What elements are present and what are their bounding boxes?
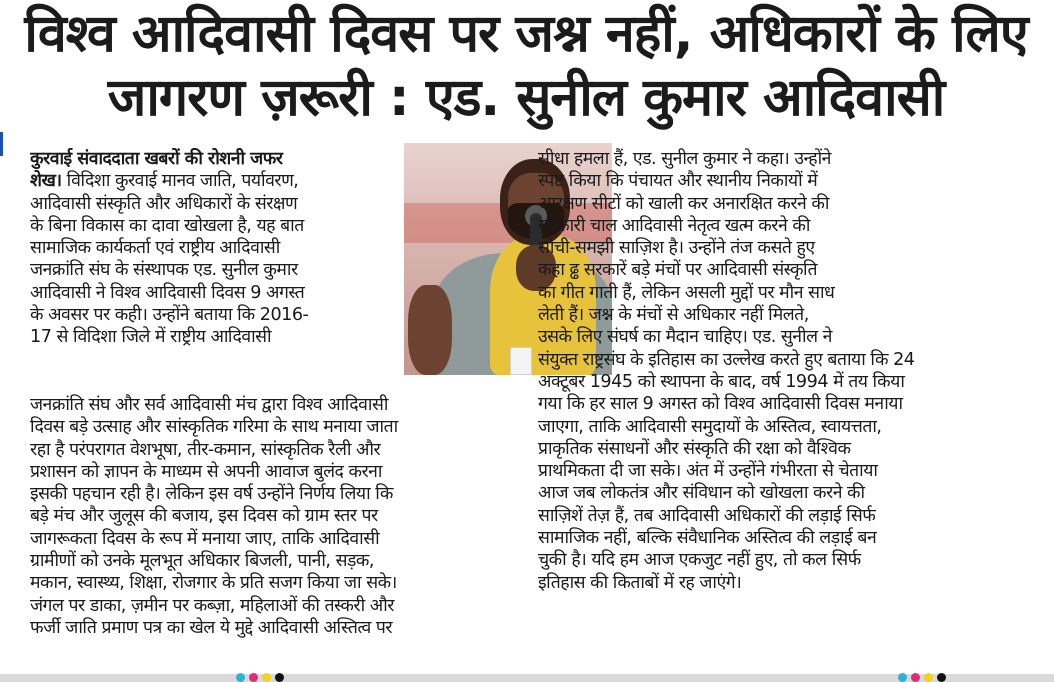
headline-line-2: जागरण ज़रूरी : एड. सुनील कुमार आदिवासी — [107, 68, 945, 128]
article-line: सरकारी चाल आदिवासी नेतृत्व खत्म करने की — [538, 215, 810, 236]
article-line: जागरूकता दिवस के रूप में मनाया जाए, ताकि आदिवासी — [30, 528, 380, 549]
column-accent-rule — [0, 132, 3, 156]
article-line: प्राकृतिक संसाधनों और संस्कृति की रक्षा को वैश्विक — [538, 438, 851, 459]
headline-line-1: विश्व आदिवासी दिवस पर जश्न नहीं, अधिकारों के लिए — [24, 4, 1028, 64]
article-line: स्पष्ट किया कि पंचायत और स्थानीय निकायों में — [538, 171, 818, 192]
article-line: रहा है परंपरागत वेशभूषा, तीर-कमान, सांस्कृतिक रैली और — [30, 439, 381, 460]
article-line: दिवस बड़े उत्साह और सांस्कृतिक गरिमा के साथ मनाया जाता — [30, 417, 398, 438]
article-line: के बिना विकास का दावा खोखला है, यह बात — [30, 215, 304, 236]
article-line: 17 से विदिशा जिले में राष्ट्रीय आदिवासी — [30, 327, 272, 348]
article-line: चुकी है। यदि हम आज एकजुट नहीं हुए, तो कल सिर्फ — [538, 550, 861, 571]
article-line: साज़िशें तेज़ हैं, तब आदिवासी अधिकारों की लड़ाई सिर्फ — [538, 505, 876, 526]
article-line: प्राथमिकता दी जा सके। अंत में उन्होंने गंभीरता से चेताया — [538, 461, 878, 482]
article-line: आदिवासी संस्कृति और अधिकारों के संरक्षण — [30, 193, 298, 214]
byline-line: कुरवाई संवाददाता खबरों की रोशनी जफर — [30, 149, 283, 169]
article-line: इसकी पहचान रही है। लेकिन इस वर्ष उन्होंने निर्णय लिया कि — [30, 484, 393, 505]
article-line: जनक्रांति संघ के संस्थापक एड. सुनील कुमार — [30, 260, 298, 281]
article-line: सामाजिक कार्यकर्ता एवं राष्ट्रीय आदिवासी — [30, 238, 280, 259]
article-line: कहा ढ्ढ सरकारें बड़े मंचों पर आदिवासी संस्कृति — [538, 260, 818, 281]
article-line: का गीत गाती हैं, लेकिन असली मुद्दों पर मौन साध — [538, 282, 835, 303]
article-line: सामाजिक नहीं, बल्कि संवैधानिक अस्तित्व की लड़ाई बन — [538, 528, 877, 549]
article-line: गया कि हर साल 9 अगस्त को विश्व आदिवासी दिवस मनाया — [538, 394, 903, 415]
id-badge — [510, 347, 532, 375]
article-line: संयुक्त राष्ट्रसंघ के इतिहास का उल्लेख करते हुए बताया कि 24 — [538, 349, 915, 370]
article-line-text: विदिशा कुरवाई मानव जाति, पर्यावरण, — [66, 171, 299, 192]
article-line: अक्टूबर 1945 को स्थापना के बाद, वर्ष 1994 में तय किया — [538, 371, 905, 392]
article-column-left-bottom — [30, 394, 526, 639]
article-line: ग्रामीणों को उनके मूलभूत अधिकार बिजली, पानी, सड़क, — [30, 551, 375, 572]
article-line: जाएगा, ताकि आदिवासी समुदायों के अस्तित्व, स्वायत्तता, — [538, 416, 882, 437]
article-line: इतिहास की किताबों में रह जाएंगे। — [538, 572, 742, 593]
registration-marks-right — [898, 673, 950, 682]
registration-dot-icon — [937, 673, 946, 682]
registration-dot-icon — [911, 673, 920, 682]
article-line: उसके लिए संघर्ष का मैदान चाहिए। एड. सुनील ने — [538, 327, 832, 348]
photo-arm — [408, 285, 452, 375]
article-line: सोची-समझी साज़िश है। उन्होंने तंज कसते हुए — [538, 238, 815, 259]
byline-suffix: शेख। — [30, 171, 62, 192]
registration-dot-icon — [898, 673, 907, 682]
registration-marks-left — [236, 673, 288, 682]
article-line: लेती हैं। जश्न के मंचों से अधिकार नहीं मिलते, — [538, 305, 809, 326]
article-line: के अवसर पर कही। उन्होंने बताया कि 2016- — [30, 305, 309, 326]
article-line: प्रशासन को ज्ञापन के माध्यम से अपनी आवाज बुलंद करना — [30, 461, 382, 482]
article-line: आदिवासी ने विश्व आदिवासी दिवस 9 अगस्त — [30, 282, 305, 303]
page-bottom-strip — [0, 674, 1054, 682]
article-line: आज जब लोकतंत्र और संविधान को खोखला करने की — [538, 483, 865, 504]
registration-dot-icon — [249, 673, 258, 682]
article-line: मकान, स्वास्थ्य, शिक्षा, रोजगार के प्रति सजग किया जा सके। — [30, 573, 397, 594]
headline — [8, 2, 1044, 130]
article-line — [30, 170, 402, 192]
registration-dot-icon — [262, 673, 271, 682]
article-line: फर्जी जाति प्रमाण पत्र का खेल ये मुद्दे आदिवासी अस्तित्व पर — [30, 617, 393, 638]
article-line: जंगल पर डाका, ज़मीन पर कब्ज़ा, महिलाओं की तस्करी और — [30, 595, 394, 616]
registration-dot-icon — [275, 673, 284, 682]
article-line: जनक्रांति संघ और सर्व आदिवासी मंच द्वारा विश्व आदिवासी — [30, 395, 388, 415]
article-column-left-top — [30, 148, 402, 349]
article-column-right — [538, 148, 1024, 594]
registration-dot-icon — [236, 673, 245, 682]
article-line: बड़े मंच और जुलूस की बजाय, इस दिवस को ग्राम स्तर पर — [30, 506, 378, 527]
registration-dot-icon — [924, 673, 933, 682]
article-line: आरक्षण सीटों को खाली कर अनारक्षित करने की — [538, 193, 829, 214]
article-line: सीधा हमला हैं, एड. सुनील कुमार ने कहा। उन्होंने — [538, 149, 831, 169]
